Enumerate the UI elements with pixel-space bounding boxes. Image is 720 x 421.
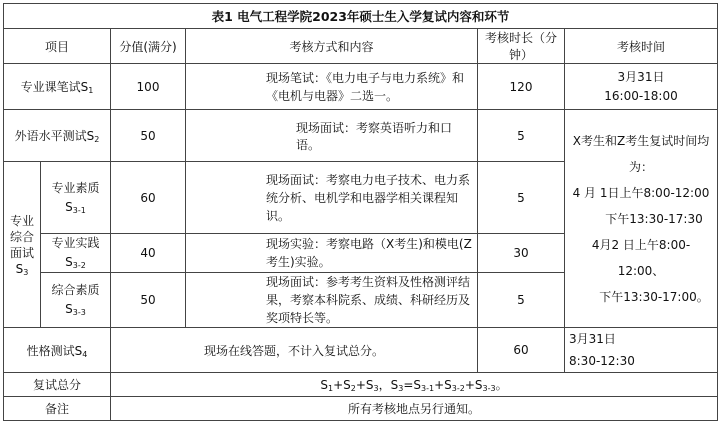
score-s1: 100 [111,64,186,110]
time-s4 [565,328,718,373]
group-s3-symbol: $S_3$ [15,261,29,277]
time-s1-range: 16:00-18:00 [604,88,678,103]
header-method: 考核方式和内容 [186,29,478,64]
note-label: 备注 [4,397,111,421]
item-s4: 性格测试$S_4$ [4,328,111,373]
score-s3-3: 50 [111,273,186,328]
schedule-line-4: 4月2 日上午8:00-12:00、 [591,237,691,278]
time-s1 [565,64,718,110]
item-s3-2 [41,234,111,273]
score-s3-2: 40 [111,234,186,273]
schedule-line-5: 下午13:30-17:00。 [599,289,709,304]
exam-table [3,3,718,421]
table-row [4,373,718,397]
item-s3-1 [41,162,111,234]
method-s4: 现场在线答题，不计入复试总分。 [111,328,478,373]
method-s3-2: 现场实验：考察电路（X考生)和模电(Z考生)实验。 [186,234,478,273]
schedule-line-3: 下午13:30-17:30 [605,211,703,226]
time-s4-range: 8:30-12:30 [569,354,635,368]
group-s3-line-1: 专业 [9,213,34,228]
item-s3-2-symbol: $S_{3-2}$ [65,255,86,270]
table-row [4,110,718,162]
duration-s1: 120 [478,64,565,110]
header-time: 考核时间 [565,29,718,64]
item-s1: 专业课笔试$S_1$ [4,64,111,110]
group-s3-line-3: 面试 [9,245,34,260]
duration-s2: 5 [478,110,565,162]
score-s2: 50 [111,110,186,162]
table-row [4,64,718,110]
header-score: 分值(满分) [111,29,186,64]
table-title: 表1 电气工程学院2023年硕士生入学复试内容和环节 [4,4,718,29]
total-label: 复试总分 [4,373,111,397]
header-item: 项目 [4,29,111,64]
method-s3-1: 现场面试：考察电力电子技术、电力系统分析、电机学和电器学相关课程知识。 [186,162,478,234]
table-row [4,328,718,373]
item-s3-2-label: 专业实践 [51,236,100,250]
item-s3-3-label: 综合素质 [51,283,100,297]
duration-s4: 60 [478,328,565,373]
note-text: 所有考核地点另行通知。 [111,397,718,421]
group-s3-line-2: 综合 [9,229,34,244]
schedule-line-2: 4 月 1日上午8:00-12:00 [572,185,710,200]
schedule-line-1: X考生和Z考生复试时间均为： [572,133,710,174]
header-row [4,29,718,64]
header-duration: 考核时长（分钟） [478,29,565,64]
duration-s3-2: 30 [478,234,565,273]
method-s2: 现场面试：考察英语听力和口语。 [186,110,478,162]
time-s4-date: 3月31日 [569,332,616,346]
method-s3-3: 现场面试：参考考生资料及性格测评结果，考察本科院系、成绩、科研经历及奖项特长等。 [186,273,478,328]
method-s1: 现场笔试：《电力电子与电力系统》和《电机与电器》二选一。 [186,64,478,110]
table-row [4,397,718,421]
score-s3-1: 60 [111,162,186,234]
item-s3-3 [41,273,111,328]
total-formula: $S_1+S_2+S_3$，$S_3=S_{3-1}+S_{3-2}+S_{3-3}$。 [111,373,718,397]
duration-s3-1: 5 [478,162,565,234]
item-s3-3-symbol: $S_{3-3}$ [65,302,86,317]
item-s2: 外语水平测试$S_2$ [4,110,111,162]
item-s3-1-label: 专业素质 [51,180,100,195]
time-s1-date: 3月31日 [617,69,665,84]
group-s3 [4,162,41,328]
schedule-cell [565,110,718,328]
item-s3-1-symbol: $S_{3-1}$ [65,199,86,215]
duration-s3-3: 5 [478,273,565,328]
